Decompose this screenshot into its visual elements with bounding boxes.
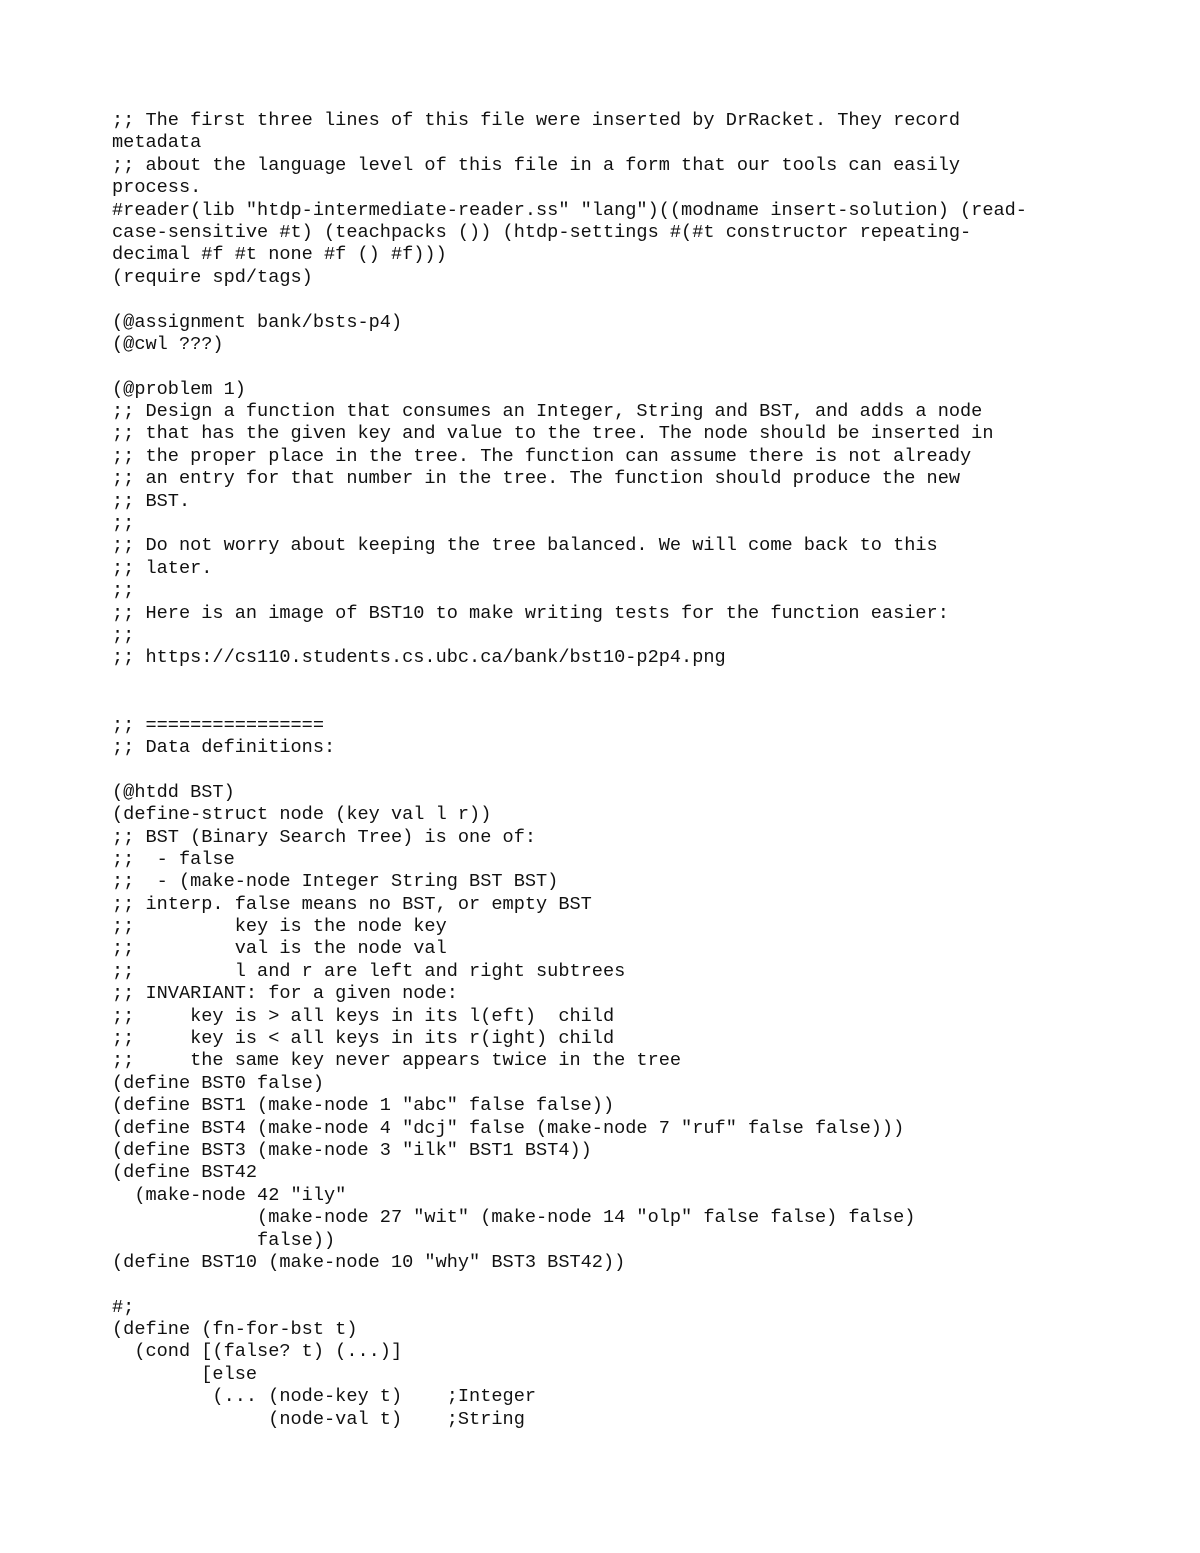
- code-line: ;; - (make-node Integer String BST BST): [112, 871, 559, 893]
- code-line: (define BST4 (make-node 4 "dcj" false (make-node 7 "ruf" false false))): [112, 1117, 905, 1139]
- code-line: (define BST10 (make-node 10 "why" BST3 BST42)): [112, 1251, 626, 1273]
- code-line: [112, 356, 1112, 378]
- code-line: ;; - false: [112, 848, 235, 870]
- code-line: (@assignment bank/bsts-p4): [112, 311, 403, 333]
- code-line: ;; INVARIANT: for a given node:: [112, 983, 458, 1005]
- code-line: (@problem 1): [112, 378, 246, 400]
- code-line: ;;: [112, 624, 135, 646]
- code-line: ;; about the language level of this file in a form that our tools can easily: [112, 154, 961, 176]
- code-line: [112, 670, 1112, 692]
- code-line: (require spd/tags): [112, 266, 313, 288]
- source-code-listing: [112, 110, 1112, 1431]
- code-line: (make-node 42 "ily": [112, 1184, 347, 1206]
- code-line: case-sensitive #t) (teachpacks ()) (htdp-settings #(#t constructor repeating-: [112, 221, 972, 243]
- code-line: (define-struct node (key val l r)): [112, 804, 492, 826]
- code-line: ;; key is < all keys in its r(ight) child: [112, 1028, 615, 1050]
- code-line: (define BST0 false): [112, 1072, 325, 1094]
- code-line: #;: [112, 1296, 135, 1318]
- code-line: decimal #f #t none #f () #f))): [112, 244, 447, 266]
- code-line: (define (fn-for-bst t): [112, 1319, 358, 1341]
- code-line: (cond [(false? t) (...)]: [112, 1341, 403, 1363]
- code-line: (@htdd BST): [112, 781, 235, 803]
- code-line: (define BST3 (make-node 3 "ilk" BST1 BST4)): [112, 1139, 592, 1161]
- code-line: ;; Design a function that consumes an Integer, String and BST, and adds a node: [112, 401, 983, 423]
- code-line: ;; l and r are left and right subtrees: [112, 960, 626, 982]
- code-line: ;; the same key never appears twice in the tree: [112, 1050, 682, 1072]
- code-line: ;; that has the given key and value to the tree. The node should be inserted in: [112, 423, 994, 445]
- code-line: [112, 289, 1112, 311]
- code-line: [112, 1274, 1112, 1296]
- code-line: ;; key is > all keys in its l(eft) child: [112, 1005, 615, 1027]
- code-line: (... (node-key t) ;Integer: [112, 1386, 537, 1408]
- code-line: ;; Do not worry about keeping the tree balanced. We will come back to this: [112, 535, 938, 557]
- code-line: ;; BST.: [112, 490, 191, 512]
- code-line: ;; Here is an image of BST10 to make writing tests for the function easier:: [112, 602, 949, 624]
- code-line: (define BST42: [112, 1162, 258, 1184]
- code-line: metadata: [112, 132, 202, 154]
- code-line: [112, 759, 1112, 781]
- code-line: ;; the proper place in the tree. The function can assume there is not already: [112, 445, 972, 467]
- code-line: false)): [112, 1229, 336, 1251]
- code-line: (@cwl ???): [112, 333, 224, 355]
- code-line: (define BST1 (make-node 1 "abc" false false)): [112, 1095, 615, 1117]
- code-line: ;; Data definitions:: [112, 736, 336, 758]
- code-line: ;; interp. false means no BST, or empty BST: [112, 893, 592, 915]
- code-line: ;; an entry for that number in the tree. The function should produce the new: [112, 468, 961, 490]
- code-line: ;; The first three lines of this file were inserted by DrRacket. They record: [112, 110, 961, 131]
- code-line: [else: [112, 1363, 258, 1385]
- code-line: [112, 692, 1112, 714]
- code-line: (make-node 27 "wit" (make-node 14 "olp" false false) false): [112, 1207, 916, 1229]
- code-line: (node-val t) ;String: [112, 1408, 525, 1430]
- code-line: ;; BST (Binary Search Tree) is one of:: [112, 826, 537, 848]
- code-line: ;; ================: [112, 714, 325, 736]
- code-line: ;; val is the node val: [112, 938, 447, 960]
- code-line: ;; key is the node key: [112, 916, 447, 938]
- code-line: ;; https://cs110.students.cs.ubc.ca/bank/bst10-p2p4.png: [112, 647, 726, 669]
- code-line: ;;: [112, 580, 135, 602]
- code-line: process.: [112, 177, 202, 199]
- code-line: #reader(lib "htdp-intermediate-reader.ss" "lang")((modname insert-solution) (read-: [112, 199, 1027, 221]
- code-line: ;;: [112, 513, 135, 535]
- code-line: ;; later.: [112, 557, 213, 579]
